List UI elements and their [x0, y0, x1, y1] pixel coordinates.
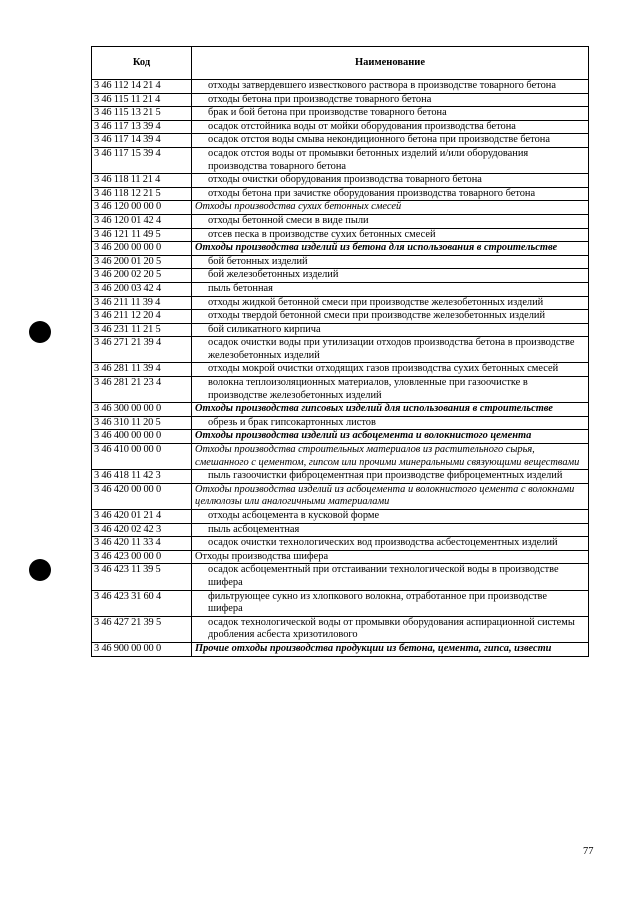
table-row — [92, 228, 589, 242]
row-group-name: Отходы производства строительных материалов из растительного сырья, смешанного с цементом, гипсом или прочими минеральными связующими веществами — [192, 444, 589, 470]
row-name: осадок отстоя воды от промывки бетонных изделий и/или оборудования производства товарного бетона — [192, 147, 589, 173]
row-code: 3 46 117 13 39 4 — [92, 120, 192, 134]
row-code: 3 46 200 01 20 5 — [92, 255, 192, 269]
table-row — [92, 323, 589, 337]
row-code: 3 46 120 01 42 4 — [92, 214, 192, 228]
row-group-name: Отходы производства сухих бетонных смесей — [192, 201, 589, 215]
table-row — [92, 282, 589, 296]
row-name: отходы очистки оборудования производства товарного бетона — [192, 174, 589, 188]
row-code: 3 46 420 02 42 3 — [92, 523, 192, 537]
table-row — [92, 550, 589, 564]
row-group-name: Отходы производства гипсовых изделий для использования в строительстве — [192, 403, 589, 417]
row-code: 3 46 231 11 21 5 — [92, 323, 192, 337]
table-row — [92, 296, 589, 310]
header-name: Наименование — [192, 47, 589, 80]
table-row — [92, 255, 589, 269]
row-group-name: Отходы производства изделий из асбоцемента и волокнистого цемента — [192, 430, 589, 444]
binder-hole-bottom — [29, 559, 51, 581]
row-name: обрезь и брак гипсокартонных листов — [192, 416, 589, 430]
row-code: 3 46 115 13 21 5 — [92, 107, 192, 121]
row-code: 3 46 300 00 00 0 — [92, 403, 192, 417]
table-header-row — [92, 47, 589, 80]
row-name: отсев песка в производстве сухих бетонных смесей — [192, 228, 589, 242]
row-code: 3 46 420 11 33 4 — [92, 537, 192, 551]
table-row — [92, 430, 589, 444]
table-row — [92, 483, 589, 509]
row-name: пыль газоочистки фиброцементная при производстве фиброцементных изделий — [192, 470, 589, 484]
row-code: 3 46 120 00 00 0 — [92, 201, 192, 215]
table-row — [92, 470, 589, 484]
row-name: отходы твердой бетонной смеси при производстве железобетонных изделий — [192, 310, 589, 324]
binder-hole-top — [29, 321, 51, 343]
table-row — [92, 214, 589, 228]
row-name: отходы затвердевшего известкового раствора в производстве товарного бетона — [192, 80, 589, 94]
header-code: Код — [92, 47, 192, 80]
row-code: 3 46 900 00 00 0 — [92, 642, 192, 656]
row-code: 3 46 115 11 21 4 — [92, 93, 192, 107]
table-row — [92, 363, 589, 377]
row-name: осадок технологической воды от промывки оборудования аспирационной системы дробления асбеста хризотилового — [192, 616, 589, 642]
row-code: 3 46 118 11 21 4 — [92, 174, 192, 188]
row-name: осадок отстоя воды смыва некондиционного бетона при производстве бетона — [192, 134, 589, 148]
row-code: 3 46 281 21 23 4 — [92, 377, 192, 403]
row-name: отходы асбоцемента в кусковой форме — [192, 510, 589, 524]
row-name: бой силикатного кирпича — [192, 323, 589, 337]
row-code: 3 46 211 12 20 4 — [92, 310, 192, 324]
table-row — [92, 642, 589, 656]
row-code: 3 46 200 02 20 5 — [92, 269, 192, 283]
row-code: 3 46 121 11 49 5 — [92, 228, 192, 242]
table-row — [92, 510, 589, 524]
table-row — [92, 134, 589, 148]
row-code: 3 46 423 11 39 5 — [92, 564, 192, 590]
row-name: отходы бетонной смеси в виде пыли — [192, 214, 589, 228]
row-code: 3 46 211 11 39 4 — [92, 296, 192, 310]
table-row — [92, 120, 589, 134]
table-row — [92, 93, 589, 107]
row-code: 3 46 112 14 21 4 — [92, 80, 192, 94]
row-name: отходы жидкой бетонной смеси при производстве железобетонных изделий — [192, 296, 589, 310]
row-code: 3 46 423 31 60 4 — [92, 590, 192, 616]
table-body — [92, 80, 589, 657]
row-group-name: Отходы производства изделий из асбоцемента и волокнистого цемента с волокнами целлюлозы или аналогичными материалами — [192, 483, 589, 509]
row-code: 3 46 400 00 00 0 — [92, 430, 192, 444]
table-row — [92, 444, 589, 470]
page-number: 77 — [583, 846, 594, 857]
table-row — [92, 147, 589, 173]
table-row — [92, 523, 589, 537]
table-row — [92, 537, 589, 551]
row-code: 3 46 117 15 39 4 — [92, 147, 192, 173]
row-code: 3 46 420 01 21 4 — [92, 510, 192, 524]
row-code: 3 46 200 00 00 0 — [92, 242, 192, 256]
row-code: 3 46 200 03 42 4 — [92, 282, 192, 296]
table-row — [92, 337, 589, 363]
row-code: 3 46 117 14 39 4 — [92, 134, 192, 148]
row-name: пыль бетонная — [192, 282, 589, 296]
table-row — [92, 80, 589, 94]
row-name: бой бетонных изделий — [192, 255, 589, 269]
table-row — [92, 310, 589, 324]
row-code: 3 46 423 00 00 0 — [92, 550, 192, 564]
table-row — [92, 416, 589, 430]
row-name: брак и бой бетона при производстве товарного бетона — [192, 107, 589, 121]
table-row — [92, 590, 589, 616]
table-row — [92, 201, 589, 215]
row-name: осадок очистки технологических вод производства асбестоцементных изделий — [192, 537, 589, 551]
table-row — [92, 377, 589, 403]
row-name: волокна теплоизоляционных материалов, уловленные при газоочистке в производстве железобетонных изделий — [192, 377, 589, 403]
row-code: 3 46 410 00 00 0 — [92, 444, 192, 470]
row-code: 3 46 427 21 39 5 — [92, 616, 192, 642]
row-name: отходы бетона при зачистке оборудования производства товарного бетона — [192, 187, 589, 201]
row-name: отходы бетона при производстве товарного бетона — [192, 93, 589, 107]
waste-code-table — [91, 46, 589, 657]
row-code: 3 46 118 12 21 5 — [92, 187, 192, 201]
table-row — [92, 107, 589, 121]
row-code: 3 46 281 11 39 4 — [92, 363, 192, 377]
row-name: бой железобетонных изделий — [192, 269, 589, 283]
row-name: отходы мокрой очистки отходящих газов производства сухих бетонных смесей — [192, 363, 589, 377]
row-code: 3 46 310 11 20 5 — [92, 416, 192, 430]
table-row — [92, 403, 589, 417]
table-row — [92, 174, 589, 188]
table-row — [92, 616, 589, 642]
table-row — [92, 242, 589, 256]
row-name: осадок отстойника воды от мойки оборудования производства бетона — [192, 120, 589, 134]
row-group-name: Прочие отходы производства продукции из бетона, цемента, гипса, извести — [192, 642, 589, 656]
row-group-name: Отходы производства шифера — [192, 550, 589, 564]
row-name: осадок асбоцементный при отстаивании технологической воды в производстве шифера — [192, 564, 589, 590]
row-name: фильтрующее сукно из хлопкового волокна, отработанное при производстве шифера — [192, 590, 589, 616]
row-name: пыль асбоцементная — [192, 523, 589, 537]
row-group-name: Отходы производства изделий из бетона для использования в строительстве — [192, 242, 589, 256]
row-name: осадок очистки воды при утилизации отходов производства бетона в производстве железобетонных изделий — [192, 337, 589, 363]
row-code: 3 46 418 11 42 3 — [92, 470, 192, 484]
table-row — [92, 187, 589, 201]
table-row — [92, 269, 589, 283]
row-code: 3 46 271 21 39 4 — [92, 337, 192, 363]
table-row — [92, 564, 589, 590]
row-code: 3 46 420 00 00 0 — [92, 483, 192, 509]
